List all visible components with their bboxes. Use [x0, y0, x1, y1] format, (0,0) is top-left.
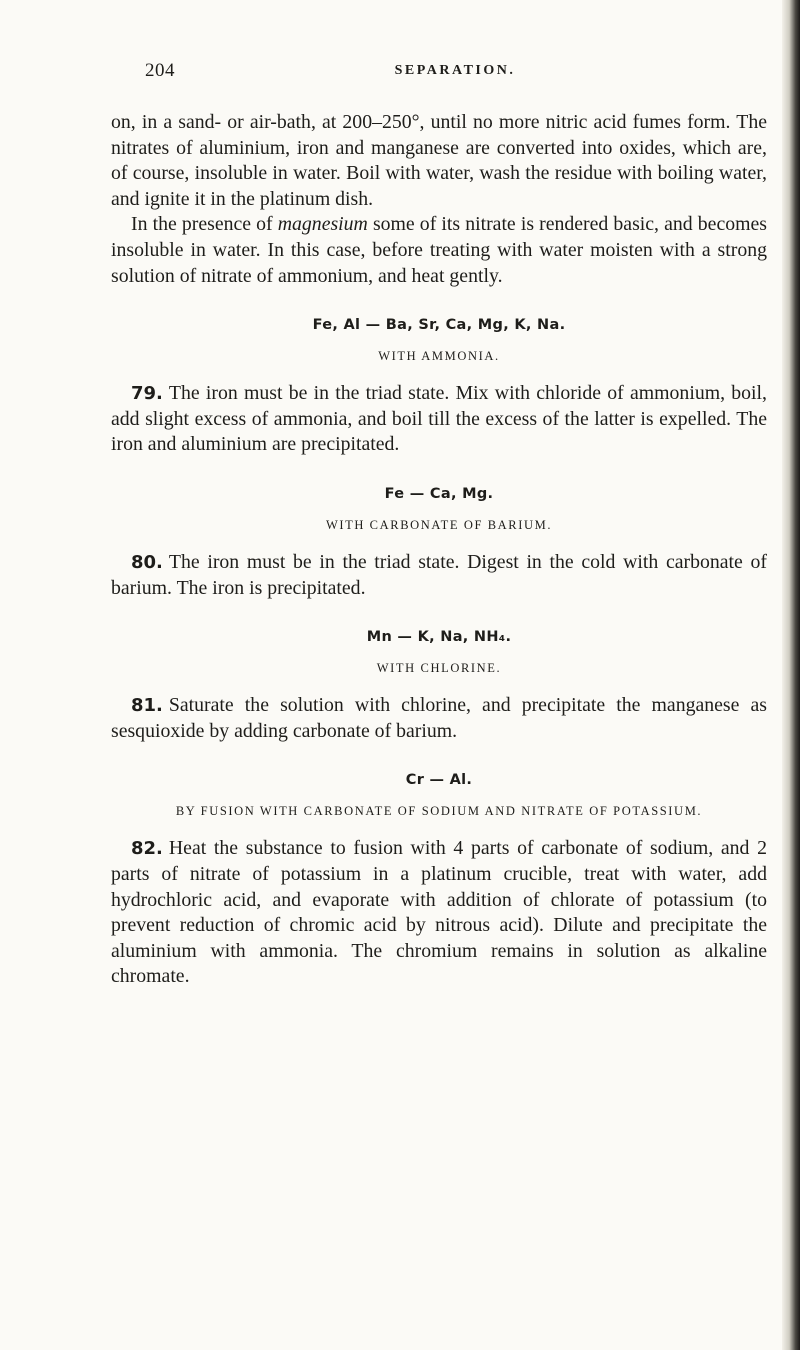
section-heading: Mn — K, Na, NH₄.	[366, 629, 512, 646]
section-81	[111, 627, 767, 744]
section-subheading: WITH AMMONIA.	[378, 349, 500, 364]
section-text: The iron must be in the triad state. Digest in the cold with carbonate of barium. The iron is precipitated.	[111, 550, 767, 599]
section-paragraph	[111, 381, 767, 458]
section-subheading: BY FUSION WITH CARBONATE OF SODIUM AND NITRATE OF POTASSIUM.	[175, 804, 703, 819]
section-80	[111, 484, 767, 601]
magnesium-para-rest: some of its nitrate is rendered basic, and becomes insoluble in water. In this case, before treating with water moisten with a strong solution of nitrate of ammonium, and heat gently.	[111, 213, 767, 287]
section-text: Saturate the solution with chlorine, and precipitate the manganese as sesquioxide by adding carbonate of barium.	[111, 694, 767, 742]
section-text: The iron must be in the triad state. Mix with chloride of ammonium, boil, add slight excess of ammonia, and boil till the excess of the latter is expelled. The iron and aluminium are precipitated.	[111, 382, 767, 456]
section-number: 80.	[131, 551, 163, 573]
section-heading: Cr — Al.	[405, 772, 473, 789]
page-number: 204	[145, 60, 175, 81]
page-edge-shadow	[782, 0, 800, 1350]
intro-paragraph: on, in a sand- or air-bath, at 200–250°, until no more nitric acid fumes form. The nitrates of aluminium, iron and manganese are converted into oxides, which are, of course, insoluble in water. Boil with water, wash the residue with boiling water, and ignite it in the platinum dish.	[111, 111, 767, 210]
section-paragraph	[111, 836, 767, 990]
section-subheading: WITH CHLORINE.	[376, 661, 502, 676]
magnesium-term: magnesium	[277, 213, 368, 236]
section-heading: Fe, Al — Ba, Sr, Ca, Mg, K, Na.	[312, 317, 566, 334]
section-text: Heat the substance to fusion with 4 parts of carbonate of sodium, and 2 parts of nitrate of potassium in a platinum crucible, treat with water, add hydrochloric acid, and evaporate with addition of chlorate of potassium (to prevent reduction of chromic acid by nitrous acid). Dilute and precipitate the aluminium with ammonia. The chromium remains in solution as alkaline chromate.	[111, 837, 767, 988]
running-head	[145, 60, 765, 86]
section-paragraph	[111, 693, 767, 744]
section-subheading: WITH CARBONATE OF BARIUM.	[325, 517, 553, 532]
section-paragraph	[111, 550, 767, 601]
section-number: 82.	[131, 838, 163, 860]
magnesium-para-start: In the presence of	[131, 213, 278, 236]
running-title: SEPARATION.	[394, 63, 516, 78]
section-heading: Fe — Ca, Mg.	[384, 485, 494, 502]
section-number: 81.	[131, 695, 163, 717]
section-number: 79.	[131, 383, 163, 405]
body-text	[111, 110, 767, 990]
magnesium-paragraph	[111, 212, 767, 289]
section-79	[111, 315, 767, 458]
section-82	[111, 770, 767, 990]
